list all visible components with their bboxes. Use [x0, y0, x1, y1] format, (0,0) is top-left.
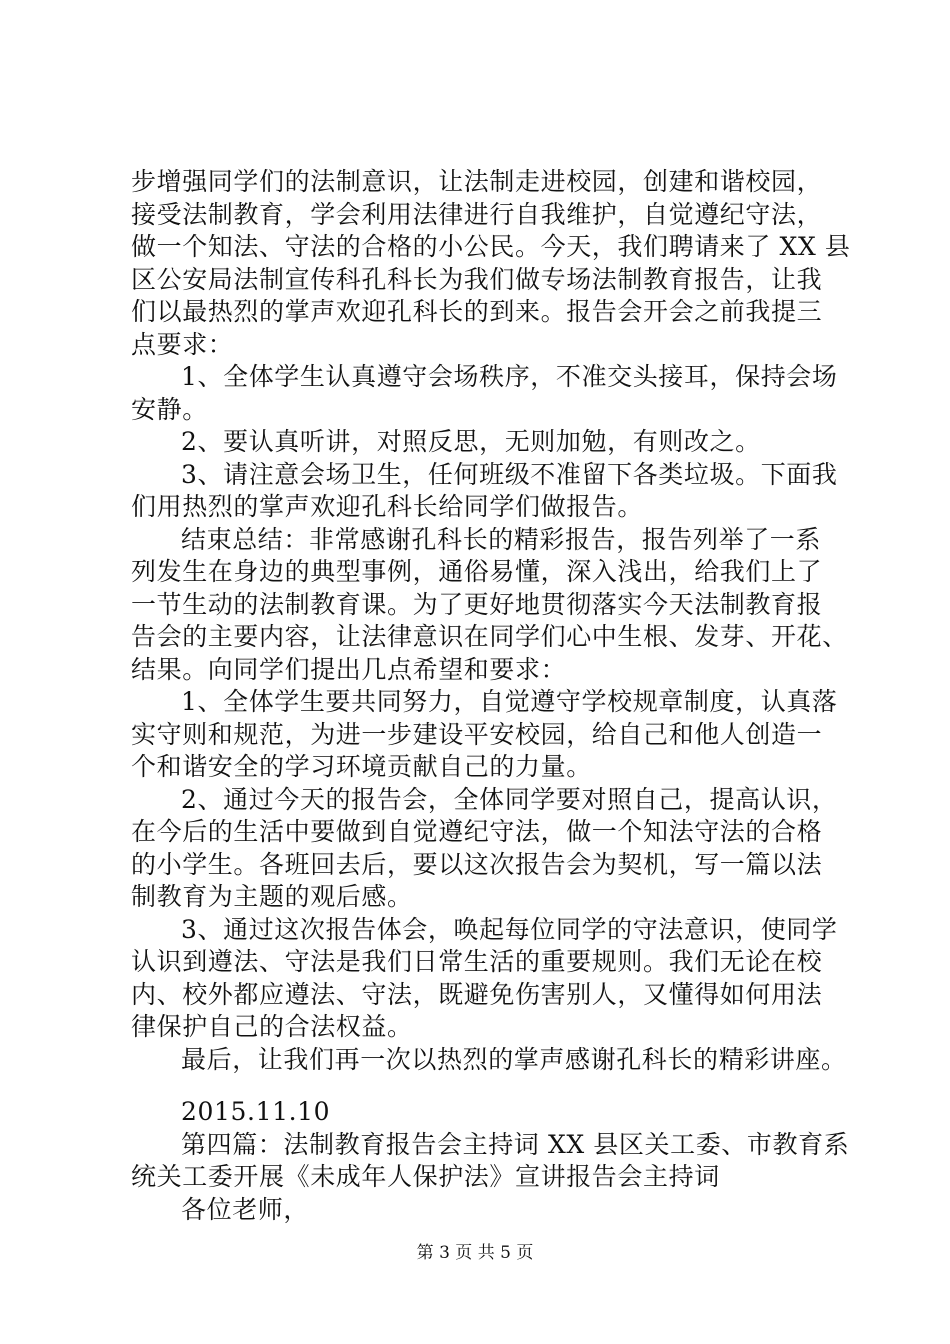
text-line: 1、全体学生认真遵守会场秩序，不准交头接耳，保持会场 [181, 362, 838, 391]
text-line: 结束总结：非常感谢孔科长的精彩报告，报告列举了一系 [181, 524, 822, 554]
text-line: 区公安局法制宣传科孔科长为我们做专场法制教育报告，让我 [131, 264, 823, 294]
text-line: 1、全体学生要共同努力，自觉遵守学校规章制度，认真落 [181, 687, 838, 716]
text-line: 3、通过这次报告体会，唤起每位同学的守法意识，使同学 [181, 914, 838, 944]
text-line: 步增强同学们的法制意识，让法制走进校园，创建和谐校园， [131, 167, 823, 196]
next-section-heading [131, 1129, 851, 1227]
text-line: 接受法制教育，学会利用法律进行自我维护，自觉遵纪守法， [131, 199, 823, 229]
text-line: 一节生动的法制教育课。为了更好地贯彻落实今天法制教育报 [131, 589, 823, 619]
page-footer: 第 3 页 共 5 页 [416, 1243, 534, 1263]
main-text [131, 166, 851, 1076]
text-line: 的小学生。各班回去后，要以这次报告会为契机，写一篇以法 [131, 849, 823, 879]
text-line: 列发生在身边的典型事例，通俗易懂，深入浅出，给我们上了 [131, 557, 823, 586]
document-body [131, 166, 851, 1226]
text-line: 律保护自己的合法权益。 [131, 1012, 413, 1041]
text-line: 们用热烈的掌声欢迎孔科长给同学们做报告。 [131, 492, 644, 521]
text-line: 做一个知法、守法的合格的小公民。今天，我们聘请来了 XX 县 [131, 232, 851, 261]
text-line: 内、校外都应遵法、守法，既避免伤害别人，又懂得如何用法 [131, 979, 823, 1009]
text-line: 2、通过今天的报告会，全体同学要对照自己，提高认识， [181, 784, 838, 814]
text-line: 点要求： [131, 329, 234, 359]
text-line: 3、请注意会场卫生，任何班级不准留下各类垃圾。下面我 [181, 459, 838, 489]
text-line: 认识到遵法、守法是我们日常生活的重要规则。我们无论在校 [131, 947, 823, 976]
text-line: 最后，让我们再一次以热烈的掌声感谢孔科长的精彩讲座。 [181, 1044, 847, 1074]
text-line: 结果。向同学们提出几点希望和要求： [131, 654, 567, 684]
text-line: 实守则和规范，为进一步建设平安校园，给自己和他人创造一 [131, 719, 823, 749]
spacer [131, 1076, 851, 1096]
text-line: 2、要认真听讲，对照反思，无则加勉，有则改之。 [181, 427, 761, 456]
text-line: 制教育为主题的观后感。 [131, 882, 413, 911]
text-line: 告会的主要内容，让法律意识在同学们心中生根、发芽、开花、 [131, 622, 848, 651]
text-line: 统关工委开展《未成年人保护法》宣讲报告会主持词 [131, 1162, 720, 1191]
text-line: 个和谐安全的学习环境贡献自己的力量。 [131, 752, 592, 781]
text-line: 们以最热烈的掌声欢迎孔科长的到来。报告会开会之前我提三 [131, 297, 823, 326]
text-line: 各位老师， [181, 1194, 310, 1224]
date-line: 2015.11.10 [181, 1097, 331, 1126]
text-line: 在今后的生活中要做到自觉遵纪守法，做一个知法守法的合格 [131, 817, 823, 846]
text-line: 第四篇：法制教育报告会主持词 XX 县区关工委、市教育系 [181, 1129, 850, 1159]
text-line: 安静。 [131, 394, 208, 424]
